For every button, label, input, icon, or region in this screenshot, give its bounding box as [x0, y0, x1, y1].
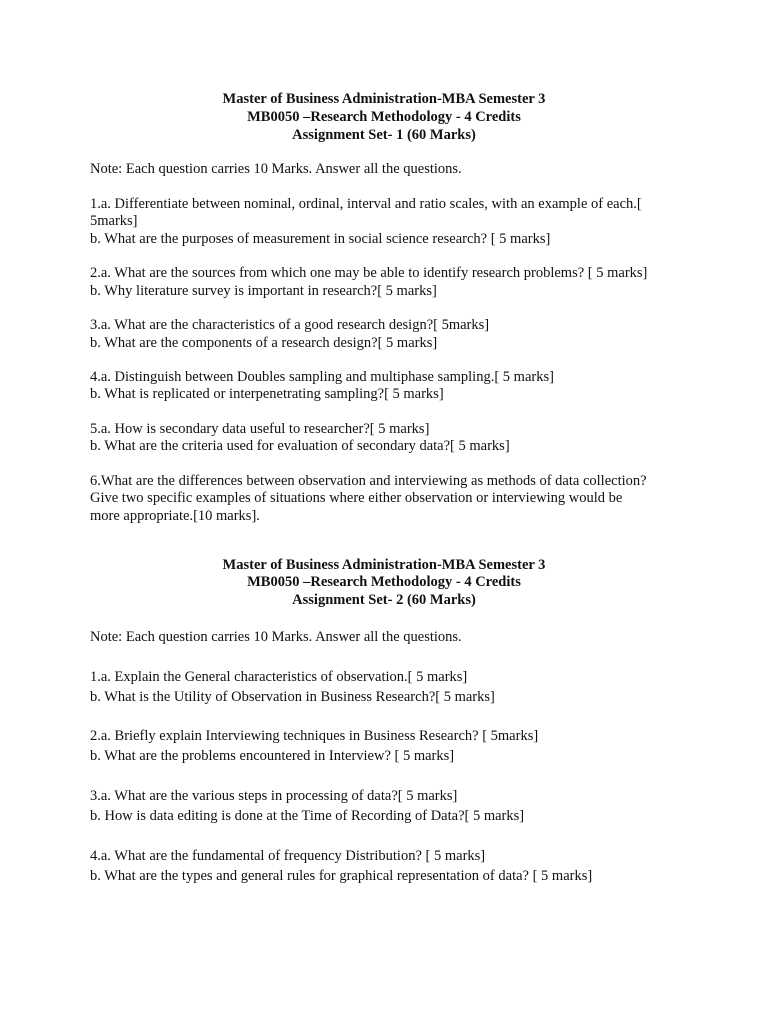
set1-question-2b: b. Why literature survey is important in research?[ 5 marks] [90, 283, 437, 299]
set1-question-1b: b. What are the purposes of measurement in social science research? [ 5 marks] [90, 231, 551, 247]
set1-question-4a: 4.a. Distinguish between Doubles sampling and multiphase sampling.[ 5 marks] [90, 369, 554, 385]
set1-question-3a: 3.a. What are the characteristics of a good research design?[ 5marks] [90, 317, 490, 333]
set1-question-6: 6.What are the differences between observation and interviewing as methods of data collection? [90, 473, 647, 489]
set1-title-program: Master of Business Administration-MBA Semester 3 [222, 91, 546, 107]
set2-note: Note: Each question carries 10 Marks. Answer all the questions. [90, 629, 462, 645]
set2-question-3b: b. How is data editing is done at the Time of Recording of Data?[ 5 marks] [90, 808, 525, 824]
set1-question-1a: 1.a. Differentiate between nominal, ordinal, interval and ratio scales, with an example of each.[ [90, 196, 642, 212]
set1-question-4b: b. What is replicated or interpenetrating sampling?[ 5 marks] [90, 386, 444, 402]
set1-title-assignment: Assignment Set- 1 (60 Marks) [292, 127, 476, 143]
set2-question-4a: 4.a. What are the fundamental of frequency Distribution? [ 5 marks] [90, 848, 486, 864]
set1-note: Note: Each question carries 10 Marks. Answer all the questions. [90, 161, 462, 177]
set2-question-3a: 3.a. What are the various steps in processing of data?[ 5 marks] [90, 788, 458, 804]
set2-title-course: MB0050 –Research Methodology - 4 Credits [247, 574, 521, 590]
set1-question-2a: 2.a. What are the sources from which one may be able to identify research problems? [ 5 marks] [90, 265, 648, 281]
set2-title-program: Master of Business Administration-MBA Semester 3 [222, 557, 546, 573]
set1-question-5b: b. What are the criteria used for evaluation of secondary data?[ 5 marks] [90, 438, 510, 454]
set1-question-5a: 5.a. How is secondary data useful to researcher?[ 5 marks] [90, 421, 430, 437]
set2-question-2b: b. What are the problems encountered in Interview? [ 5 marks] [90, 748, 455, 764]
set1-question-1a-continued: 5marks] [90, 213, 138, 229]
set1-question-6-continued: Give two specific examples of situations where either observation or interviewing would be [90, 490, 623, 506]
set1-question-6-end: more appropriate.[10 marks]. [90, 508, 260, 524]
set2-question-4b: b. What are the types and general rules for graphical representation of data? [ 5 marks] [90, 868, 593, 884]
set2-title-assignment: Assignment Set- 2 (60 Marks) [292, 592, 476, 608]
set2-question-2a: 2.a. Briefly explain Interviewing techniques in Business Research? [ 5marks] [90, 728, 539, 744]
set2-question-1b: b. What is the Utility of Observation in Business Research?[ 5 marks] [90, 689, 495, 705]
set2-question-1a: 1.a. Explain the General characteristics of observation.[ 5 marks] [90, 669, 468, 685]
set1-question-3b: b. What are the components of a research design?[ 5 marks] [90, 335, 438, 351]
set1-title-course: MB0050 –Research Methodology - 4 Credits [247, 109, 521, 125]
